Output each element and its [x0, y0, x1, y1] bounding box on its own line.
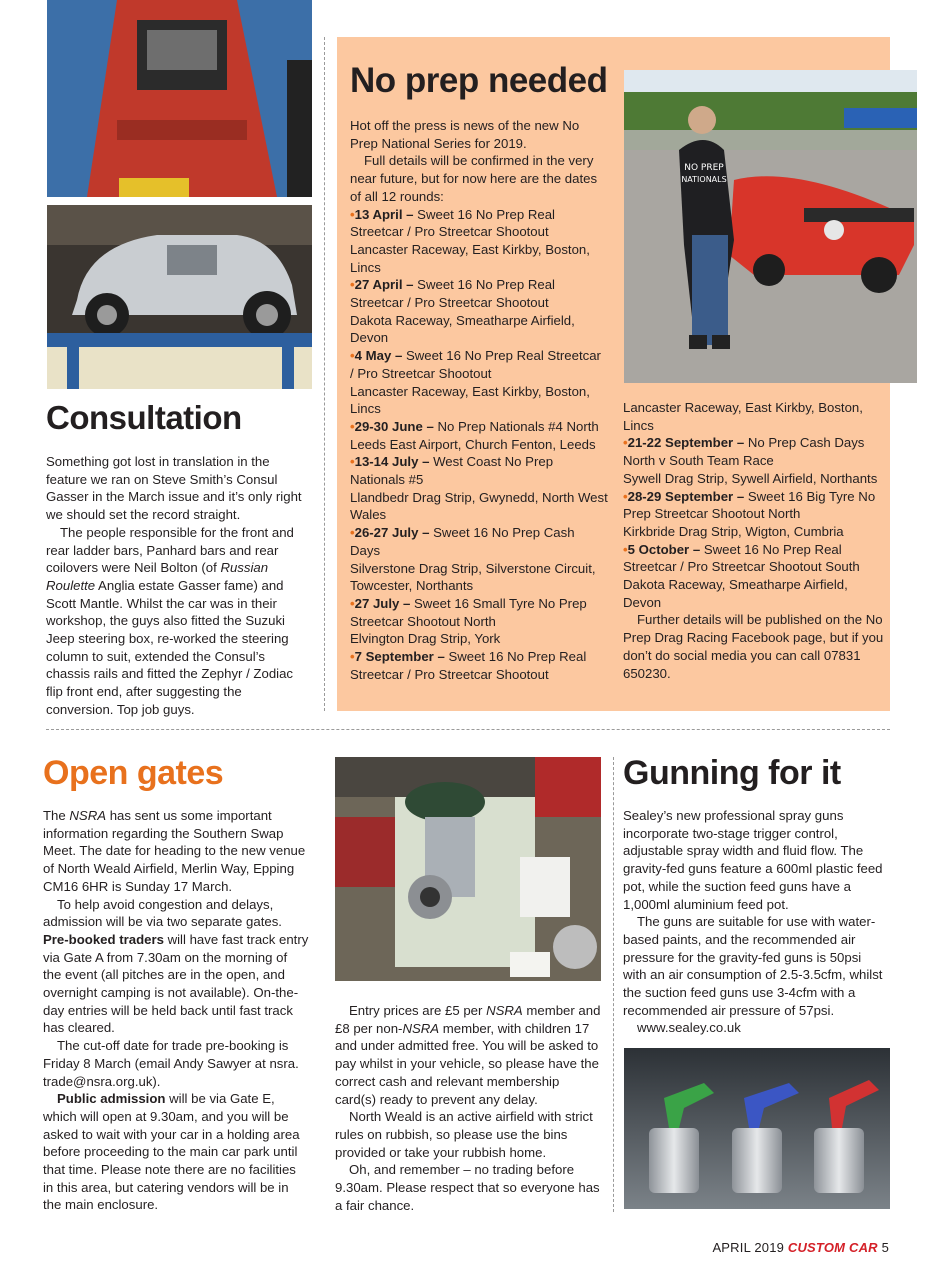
open-gates-paragraph-3: Pre-booked traders will have fast track entry via Gate A from 7.30am on the morning of the event (all pitches are in the open, and overnight camping is not available). On-the-day entries will be held back until fast track has cleared. — [43, 931, 309, 1036]
round-item — [623, 541, 885, 612]
open-gates-column-1 — [43, 807, 309, 1214]
no-prep-outro: Further details will be published on the No Prep Drag Racing Facebook page, but if you don’t do social media you can call 07831 650230. — [623, 612, 884, 681]
russian-roulette-italic: Russian Roulette — [46, 560, 269, 593]
round-date: 7 September – — [354, 649, 445, 665]
photo-consul-gasser-on-lift — [47, 205, 312, 389]
no-prep-title: No prep needed — [350, 61, 608, 100]
bullet-icon: • — [623, 435, 628, 451]
bullet-icon: • — [350, 525, 355, 541]
round-venue: Kirkbride Drag Strip, Wigton, Cumbria — [623, 523, 844, 539]
open-gates-column-2 — [335, 1002, 601, 1214]
bullet-icon: • — [350, 418, 355, 434]
consultation-paragraph-2: The people responsible for the front and rear ladder bars, Panhard bars and rear coilovers were Neil Bolton (of Russian Roulette Anglia estate Gasser fame) and Scott Mantle. Whilst the car was in their workshop, the guys also fitted the Suzuki Jeep steering box, re-worked the steering column to suit, extended the Consul’s chassis rails and fitted the Zephyr / Zodiac flip front end, after suggesting the conversion. Top job guys. — [46, 524, 294, 717]
gunning-body — [623, 807, 885, 1037]
bullet-icon: • — [350, 649, 355, 665]
open-gates-paragraph-1: The NSRA has sent us some important information regarding the Southern Swap Meet. The date for heading to the new venue of North Weald Airfield, Merlin Way, Epping CM16 6HR is Sunday 17 March. — [43, 808, 306, 894]
round-heading — [350, 206, 608, 241]
column-divider-top — [324, 37, 325, 711]
no-prep-intro-1: Hot off the press is news of the new No Prep National Series for 2019. — [350, 118, 580, 151]
open-gates-paragraph-2: To help avoid congestion and delays, admission will be via two separate gates. — [43, 896, 282, 930]
round-heading — [350, 648, 608, 683]
shirt-text-line1: NO PREP — [684, 163, 724, 173]
gunning-paragraph-2: The guns are suitable for use with water-based paints, and the recommended air pressure for the gravity-fed guns is 50psi with an air consumption of 2.5-3.5cfm, whilst the suction feed guns use 3-4cfm with a recommended air pressure of 57psi. — [623, 914, 883, 1018]
round-item — [350, 453, 608, 524]
round-event: No Prep Cash Days North v South Team Race — [623, 435, 865, 469]
round-event: Sweet 16 No Prep Real Streetcar / Pro Streetcar Shootout — [350, 206, 555, 240]
bullet-icon: • — [350, 454, 355, 470]
no-prep-column-1 — [350, 117, 608, 684]
photo-no-prep-racer-walking — [624, 70, 917, 383]
round-item — [623, 488, 885, 541]
round-date: 4 May – — [354, 348, 403, 364]
round-item — [350, 648, 608, 683]
photo-spray-guns — [624, 1048, 890, 1209]
bullet-icon: • — [350, 277, 355, 293]
round-item — [350, 347, 608, 418]
bullet-icon: • — [350, 348, 355, 364]
round-heading — [350, 453, 608, 488]
round-heading — [350, 347, 608, 382]
round-date: 29-30 June – — [354, 418, 434, 434]
consultation-paragraph-1: Something got lost in translation in the feature we ran on Steve Smith’s Consul Gasser in the March issue and it’s only right we should set the record straight. — [46, 454, 302, 523]
photo-swap-meet-engine — [335, 757, 601, 981]
round-item — [350, 206, 608, 277]
rounds-list-column-2 — [623, 434, 885, 611]
page-footer — [712, 1240, 889, 1255]
round-heading — [350, 276, 608, 311]
round-date: 28-29 September – — [627, 488, 745, 504]
footer-issue: APRIL 2019 — [712, 1240, 785, 1255]
round-venue: Sywell Drag Strip, Sywell Airfield, Northants — [623, 470, 878, 486]
round-date: 27 July – — [354, 595, 411, 611]
round-event: Sweet 16 No Prep Cash Days — [350, 525, 575, 558]
round-venue: Lancaster Raceway, East Kirkby, Boston, Lincs — [350, 241, 590, 275]
open-gates-paragraph-7: North Weald is an active airfield with strict rules on rubbish, so please use the bins provided or take your rubbish home. — [335, 1109, 593, 1160]
round-event: Sweet 16 No Prep Real Streetcar / Pro Streetcar Shootout — [350, 649, 587, 682]
column-divider-bottom — [613, 757, 614, 1212]
round-venue: Elvington Drag Strip, York — [350, 631, 501, 647]
footer-page-number: 5 — [881, 1240, 889, 1255]
round-item — [350, 524, 608, 595]
round-item — [350, 595, 608, 648]
round-heading — [623, 434, 885, 469]
round-item — [623, 434, 885, 487]
round-venue: Lancaster Raceway, East Kirkby, Boston, Lincs — [350, 383, 590, 417]
no-prep-intro-2: Full details will be confirmed in the very near future, but for now here are the dates of all 12 rounds: — [350, 153, 598, 204]
round-venue: Dakota Raceway, Smeatharpe Airfield, Devon — [350, 312, 575, 346]
bullet-icon: • — [350, 206, 355, 222]
round-date: 21-22 September – — [627, 435, 745, 451]
round-event: Sweet 16 No Prep Real Streetcar / Pro Streetcar Shootout — [350, 277, 555, 311]
round-item — [350, 418, 608, 453]
consultation-body — [46, 453, 312, 719]
round-venue: Dakota Raceway, Smeatharpe Airfield, Devon — [623, 577, 848, 610]
photo-chassis-underside — [47, 0, 312, 197]
round-event: West Coast No Prep Nationals #5 — [350, 454, 554, 488]
round-event: Sweet 16 No Prep Real Streetcar / Pro Streetcar Shootout — [350, 348, 601, 381]
round-item — [350, 276, 608, 347]
round-heading — [350, 524, 608, 559]
round-date: 13-14 July – — [354, 454, 430, 470]
footer-magazine: CUSTOM CAR — [787, 1240, 878, 1255]
open-gates-paragraph-8: Oh, and remember – no trading before 9.30am. Please respect that so everyone has a fair chance. — [335, 1162, 600, 1213]
bullet-icon: • — [350, 595, 355, 611]
round-heading — [623, 541, 885, 576]
rounds-list-column-1 — [350, 206, 608, 684]
round-date: 27 April – — [354, 277, 414, 293]
open-gates-paragraph-4: The cut-off date for trade pre-booking is Friday 8 March (email Andy Sawyer at nsra. trade@nsra.org.uk). — [43, 1038, 299, 1089]
round-date: 13 April – — [354, 206, 414, 222]
round-date: 5 October – — [627, 541, 701, 557]
round-venue: Llandbedr Drag Strip, Gwynedd, North West Wales — [350, 489, 608, 523]
round-venue: Leeds East Airport, Church Fenton, Leeds — [350, 436, 596, 452]
consultation-title: Consultation — [46, 399, 242, 436]
gunning-title: Gunning for it — [623, 754, 841, 792]
round-heading — [350, 595, 608, 630]
round-heading — [350, 418, 608, 436]
round-venue: Silverstone Drag Strip, Silverstone Circuit, Towcester, Northants — [350, 560, 596, 594]
round-event: Sweet 16 Small Tyre No Prep Streetcar Shootout North — [350, 595, 587, 629]
open-gates-paragraph-5: Public admission will be via Gate E, which will open at 9.30am, and you will be asked to wait with your car in a holding area before proceeding to the main car park until that time. Please note there are no facilities in this area, but catering vendors will be in the main enclosure. — [43, 1091, 300, 1213]
no-prep-column-2 — [623, 399, 885, 682]
round-event: Sweet 16 Big Tyre No Prep Streetcar Shootout North — [623, 488, 876, 522]
gunning-url: www.sealey.co.uk — [637, 1020, 741, 1036]
round-event: Sweet 16 No Prep Real Streetcar / Pro Streetcar Shootout South — [623, 541, 860, 575]
round-heading — [623, 488, 885, 523]
round-date: 26-27 July – — [354, 525, 430, 541]
section-divider — [46, 729, 890, 730]
round-8-venue: Lancaster Raceway, East Kirkby, Boston, Lincs — [623, 400, 863, 433]
shirt-text-line2: NATIONALS — [681, 175, 727, 184]
bullet-icon: • — [623, 488, 628, 504]
open-gates-title: Open gates — [43, 754, 224, 792]
gunning-paragraph-1: Sealey’s new professional spray guns incorporate two-stage trigger control, adjustable spray width and fluid flow. The gravity-fed guns feature a 600ml plastic feed pot, while the suction feed guns have a 1,000ml aluminium feed pot. — [623, 808, 883, 912]
open-gates-paragraph-6: Entry prices are £5 per NSRA member and £8 per non-NSRA member, with children 17 and under admitted free. You will be asked to pay whilst in your vehicle, so please have the correct cash and relevant membership card(s) ready to prevent any delay. — [335, 1003, 601, 1107]
round-event: No Prep Nationals #4 North — [433, 418, 599, 434]
bullet-icon: • — [623, 541, 628, 557]
